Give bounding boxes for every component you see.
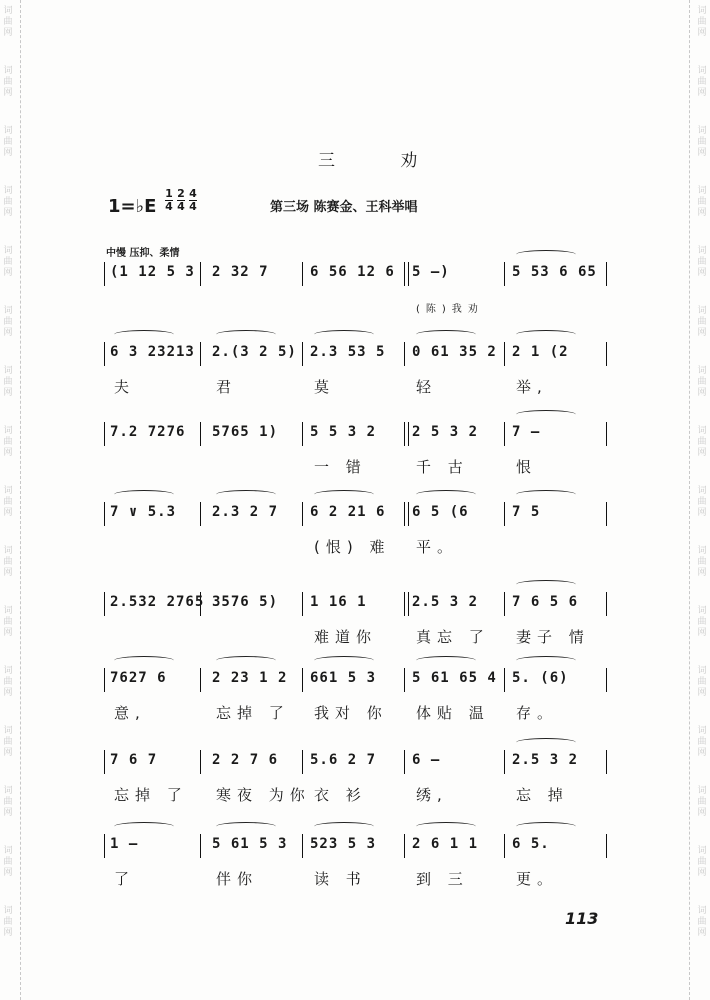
lyric-text: 君	[216, 378, 238, 396]
slur-mark	[314, 330, 374, 339]
barline	[404, 262, 409, 286]
lyric-text: 忘 掉	[516, 786, 569, 804]
slur-mark	[516, 656, 576, 665]
watermark-glyphs: 词 曲 网	[3, 366, 13, 398]
lyric-text: 绣,	[416, 786, 448, 804]
watermark-glyphs: 词 曲 网	[697, 666, 707, 698]
slur-mark	[416, 656, 476, 665]
measure-notes: 6 5 (6	[412, 504, 469, 520]
measure-notes: 2.5 3 2	[512, 752, 579, 768]
lyric-text: 恨	[516, 458, 538, 476]
measure-notes: 2.532 2765	[110, 594, 205, 610]
lyric-text: 夫	[114, 378, 136, 396]
slur-mark	[516, 738, 576, 747]
measure-notes: 6 —	[412, 752, 441, 768]
measure-notes: 2 32 7	[212, 264, 269, 280]
barline	[606, 834, 607, 858]
slur-mark	[314, 490, 374, 499]
lyric-text: 一 错	[314, 458, 367, 476]
measure-notes: 1 16 1	[310, 594, 367, 610]
watermark-glyphs: 词 曲 网	[3, 666, 13, 698]
lyric-text: 莫	[314, 378, 336, 396]
measure-notes: 5 5 3 2	[310, 424, 377, 440]
barline	[504, 502, 505, 526]
lyric-text: 千 古	[416, 458, 469, 476]
barline	[200, 668, 201, 692]
lyric-text: (恨) 难	[314, 538, 391, 556]
measure-notes: 6 3 23213	[110, 344, 195, 360]
barline	[404, 342, 405, 366]
watermark-glyphs: 词 曲 网	[697, 546, 707, 578]
barline	[200, 502, 201, 526]
slur-mark	[216, 656, 276, 665]
lyric-text: 意,	[114, 704, 146, 722]
slur-mark	[516, 410, 576, 419]
watermark-glyphs: 词 曲 网	[697, 366, 707, 398]
barline	[104, 668, 105, 692]
lyric-text: 妻子 情	[516, 628, 590, 646]
measure-notes: 7 ∨ 5.3	[110, 504, 177, 520]
barline	[104, 262, 105, 286]
slur-mark	[516, 822, 576, 831]
tempo-marking: 中慢 压抑、柔情	[106, 248, 180, 259]
watermark-glyphs: 词 曲 网	[3, 186, 13, 218]
barline	[200, 834, 201, 858]
barline	[606, 750, 607, 774]
barline	[606, 342, 607, 366]
slur-mark	[516, 250, 576, 259]
time-signatures	[165, 188, 197, 213]
watermark-glyphs: 词 曲 网	[697, 126, 707, 158]
slur-mark	[216, 490, 276, 499]
lyric-text: 举,	[516, 378, 548, 396]
measure-notes: 5 61 65 4	[412, 670, 497, 686]
lyric-text: 衣 衫	[314, 786, 367, 804]
slur-mark	[416, 330, 476, 339]
measure-notes: 6 2 21 6	[310, 504, 386, 520]
measure-notes: 6 56 12 6	[310, 264, 395, 280]
slur-mark	[216, 330, 276, 339]
lyric-text: 伴你	[216, 870, 259, 888]
watermark-glyphs: 词 曲 网	[697, 6, 707, 38]
barline	[504, 342, 505, 366]
barline	[302, 834, 303, 858]
measure-notes: 2 23 1 2	[212, 670, 288, 686]
measure-notes: 523 5 3	[310, 836, 377, 852]
barline	[404, 502, 409, 526]
watermark-glyphs: 词 曲 网	[697, 246, 707, 278]
barline	[104, 422, 105, 446]
key-signature: 1=♭E	[108, 196, 157, 217]
barline	[404, 668, 405, 692]
measure-notes: 7.2 7276	[110, 424, 186, 440]
barline	[200, 262, 201, 286]
measure-notes: 7 6 5 6	[512, 594, 579, 610]
measure-notes: 5 61 5 3	[212, 836, 288, 852]
measure-notes: 5 53 6 65	[512, 264, 597, 280]
measure-notes: 2 6 1 1	[412, 836, 479, 852]
watermark-glyphs: 词 曲 网	[3, 486, 13, 518]
watermark-glyphs: 词 曲 网	[3, 546, 13, 578]
measure-notes: 661 5 3	[310, 670, 377, 686]
barline	[302, 750, 303, 774]
barline	[504, 834, 505, 858]
slur-mark	[216, 822, 276, 831]
lyric-text: 难道你	[314, 628, 378, 646]
measure-notes: 2 1 (2	[512, 344, 569, 360]
barline	[104, 834, 105, 858]
measure-notes: 7627 6	[110, 670, 167, 686]
watermark-glyphs: 词 曲 网	[3, 126, 13, 158]
slur-mark	[314, 822, 374, 831]
barline	[104, 342, 105, 366]
measure-notes: 5.6 2 7	[310, 752, 377, 768]
watermark-glyphs: 词 曲 网	[697, 906, 707, 938]
scene-info: 第三场 陈赛金、王科举唱	[270, 200, 418, 215]
measure-notes: 5765 1)	[212, 424, 279, 440]
page-number: 113	[565, 909, 599, 928]
watermark-glyphs: 词 曲 网	[3, 726, 13, 758]
barline	[504, 750, 505, 774]
lyric-text: 体贴 温	[416, 704, 490, 722]
watermark-glyphs: 词 曲 网	[697, 306, 707, 338]
measure-notes: 2 5 3 2	[412, 424, 479, 440]
barline	[606, 592, 607, 616]
barline	[504, 262, 505, 286]
barline	[104, 750, 105, 774]
slur-mark	[516, 580, 576, 589]
watermark-glyphs: 词 曲 网	[3, 66, 13, 98]
watermark-glyphs: 词 曲 网	[3, 906, 13, 938]
barline	[504, 422, 505, 446]
watermark-glyphs: 词 曲 网	[697, 486, 707, 518]
watermark-glyphs: 词 曲 网	[3, 246, 13, 278]
watermark-glyphs: 词 曲 网	[3, 306, 13, 338]
meter-4-4: $\frac{4}{4}$	[189, 187, 197, 213]
barline	[104, 502, 105, 526]
measure-notes: 6 5.	[512, 836, 550, 852]
measure-notes: 2.3 53 5	[310, 344, 386, 360]
measure-notes: 2.5 3 2	[412, 594, 479, 610]
watermark-glyphs: 词 曲 网	[697, 426, 707, 458]
watermark-glyphs: 词 曲 网	[3, 606, 13, 638]
measure-notes: 2.(3 2 5)	[212, 344, 297, 360]
barline	[302, 422, 303, 446]
lyric-text: 忘掉 了	[216, 704, 290, 722]
slur-mark	[114, 490, 174, 499]
slur-mark	[114, 656, 174, 665]
lyric-text: 忘掉 了	[114, 786, 188, 804]
barline	[302, 592, 303, 616]
barline	[404, 750, 405, 774]
measure-notes: 2.3 2 7	[212, 504, 279, 520]
slur-mark	[114, 330, 174, 339]
lyric-text: 轻	[416, 378, 438, 396]
measure-notes: (1 12 5 3	[110, 264, 195, 280]
watermark-glyphs: 词 曲 网	[3, 6, 13, 38]
lyric-text: 平。	[416, 538, 459, 556]
lyric-text: 我对 你	[314, 704, 388, 722]
slur-mark	[516, 490, 576, 499]
measure-notes: 7 6 7	[110, 752, 158, 768]
barline	[606, 502, 607, 526]
barline	[606, 668, 607, 692]
meter-2-4: $\frac{2}{4}$	[177, 187, 185, 213]
watermark-glyphs: 词 曲 网	[3, 846, 13, 878]
barline	[404, 834, 405, 858]
slur-mark	[416, 822, 476, 831]
lyric-text: (陈)我劝	[416, 304, 484, 315]
slur-mark	[114, 822, 174, 831]
watermark-glyphs: 词 曲 网	[697, 66, 707, 98]
measure-notes: 5. (6)	[512, 670, 569, 686]
watermark-glyphs: 词 曲 网	[3, 786, 13, 818]
watermark-glyphs: 词 曲 网	[697, 846, 707, 878]
lyric-text: 真忘 了	[416, 628, 490, 646]
barline	[404, 422, 409, 446]
meter-1-4: $\frac{1}{4}$	[165, 187, 173, 213]
measure-notes: 3576 5)	[212, 594, 279, 610]
watermark-glyphs: 词 曲 网	[697, 186, 707, 218]
barline	[302, 668, 303, 692]
barline	[606, 422, 607, 446]
watermark-glyphs: 词 曲 网	[697, 606, 707, 638]
watermark-glyphs: 词 曲 网	[697, 726, 707, 758]
lyric-text: 读 书	[314, 870, 367, 888]
barline	[504, 668, 505, 692]
barline	[302, 502, 303, 526]
lyric-text: 存。	[516, 704, 559, 722]
barline	[200, 342, 201, 366]
lyric-text: 寒夜 为你	[216, 786, 311, 804]
measure-notes: 2 2 7 6	[212, 752, 279, 768]
measure-notes: 1 —	[110, 836, 139, 852]
lyric-text: 更。	[516, 870, 559, 888]
barline	[606, 262, 607, 286]
barline	[200, 750, 201, 774]
measure-notes: 7 —	[512, 424, 541, 440]
slur-mark	[416, 490, 476, 499]
barline	[302, 342, 303, 366]
measure-notes: 5 —)	[412, 264, 450, 280]
song-title: 三 劝	[318, 151, 448, 171]
barline	[104, 592, 105, 616]
lyric-text: 了	[114, 870, 136, 888]
lyric-text: 到 三	[416, 870, 469, 888]
watermark-glyphs: 词 曲 网	[3, 426, 13, 458]
slur-mark	[516, 330, 576, 339]
barline	[404, 592, 409, 616]
barline	[504, 592, 505, 616]
barline	[200, 422, 201, 446]
measure-notes: 0 61 35 2	[412, 344, 497, 360]
measure-notes: 7 5	[512, 504, 541, 520]
slur-mark	[314, 656, 374, 665]
barline	[302, 262, 303, 286]
watermark-glyphs: 词 曲 网	[697, 786, 707, 818]
